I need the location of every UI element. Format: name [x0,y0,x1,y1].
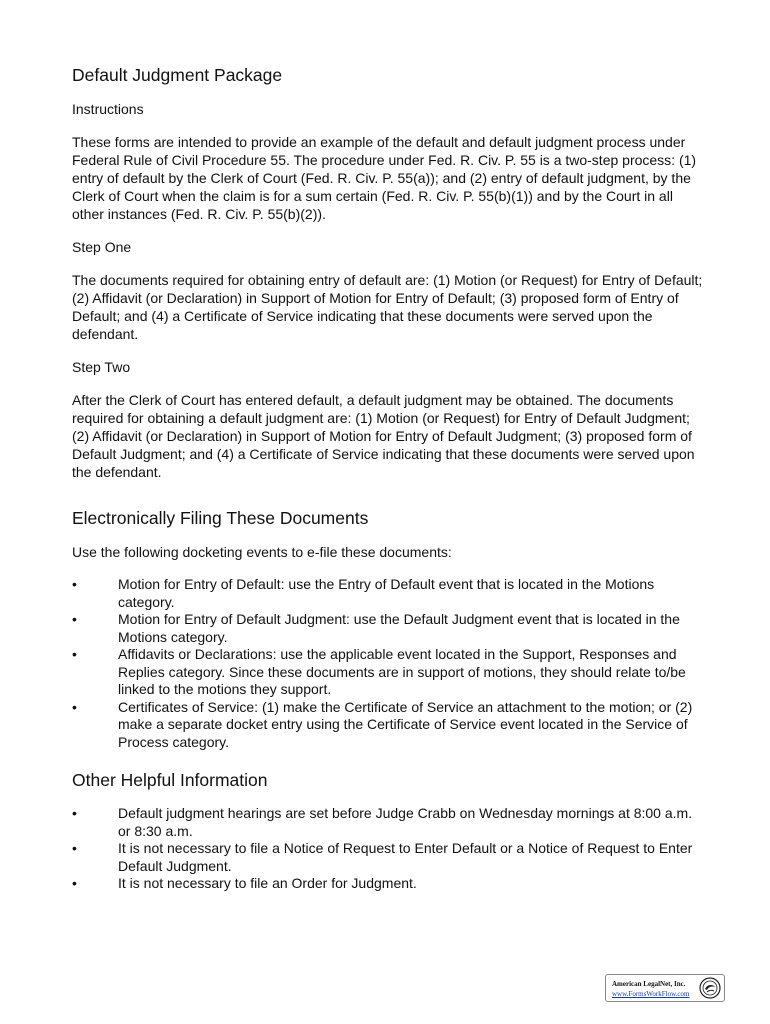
step-two-paragraph: After the Clerk of Court has entered default, a default judgment may be obtained. The documents required for obtaining a default judgment are: (1) Motion (or Request) for Entry of Default Judgment; (2) Affidavit (or Declaration) in Support of Motion for Entry of Default Judgment; (3) proposed form of Default Judgment; and (4) a Certificate of Service indicating that these documents were served upon the defendant. [72,392,695,480]
list-item-text: It is not necessary to file an Order for Judgment. [118,875,417,891]
footer-company: American LegalNet, Inc. [612,980,686,988]
list-item-text: Certificates of Service: (1) make the Certificate of Service an attachment to the motion; or (2) make a separate docket entry using the Certificate of Service event located in the Service of Process category. [118,698,693,750]
seal-icon [699,977,721,999]
list-item [72,646,704,699]
list-item-text: Motion for Entry of Default: use the Entry of Default event that is located in the Motions category. [118,576,655,610]
list-item-text: It is not necessary to file a Notice of Request to Enter Default or a Notice of Request to Enter Default Judgment. [118,840,693,874]
list-item-text: Motion for Entry of Default Judgment: use the Default Judgment event that is located in the Motions category. [118,611,680,645]
list-item [72,576,704,611]
step-one-heading: Step One [72,239,132,255]
efiling-intro: Use the following docketing events to e-file these documents: [72,544,452,560]
instructions-heading: Instructions [72,101,144,117]
list-item [72,699,704,752]
bullet: • [72,698,77,715]
step-one-paragraph: The documents required for obtaining entry of default are: (1) Motion (or Request) for Entry of Default; (2) Affidavit (or Declaration) in Support of Motion for Entry of Default; (3) proposed form of Entry of Default; and (4) a Certificate of Service indicating that these documents were served upon the defendant. [72,272,703,342]
bullet: • [72,611,77,627]
list-item [72,875,704,893]
bullet: • [72,875,77,891]
list-item [72,840,704,875]
footer-logo[interactable] [605,974,725,1002]
helpful-list [72,805,704,893]
bullet: • [72,805,77,821]
bullet: • [72,576,77,592]
helpful-heading: Other Helpful Information [72,770,268,790]
document-page [72,64,704,907]
bullet: • [72,840,77,856]
footer-url-link[interactable]: www.FormsWorkFlow.com [612,990,690,998]
list-item [72,805,704,840]
list-item-text: Affidavits or Declarations: use the applicable event located in the Support, Responses and Replies category. Since these documents are in support of motions, they should relate to/be linked to the motions they support. [118,646,686,697]
page-title: Default Judgment Package [72,65,283,85]
bullet: • [72,646,77,662]
intro-paragraph: These forms are intended to provide an example of the default and default judgment process under Federal Rule of Civil Procedure 55. The procedure under Fed. R. Civ. P. 55 is a two-step process: (1) entry of default by the Clerk of Court (Fed. R. Civ. P. 55(a)); and (2) entry of default judgment, by the Clerk of Court when the claim is for a sum certain (Fed. R. Civ. P. 55(b)(1)) and by the Court in all other instances (Fed. R. Civ. P. 55(b)(2)). [72,134,697,222]
list-item [72,611,704,646]
efiling-heading: Electronically Filing These Documents [72,508,369,528]
list-item-text: Default judgment hearings are set before Judge Crabb on Wednesday mornings at 8:00 a.m. or 8:30 a.m. [118,805,693,839]
efiling-list [72,576,704,751]
step-two-heading: Step Two [72,359,131,375]
